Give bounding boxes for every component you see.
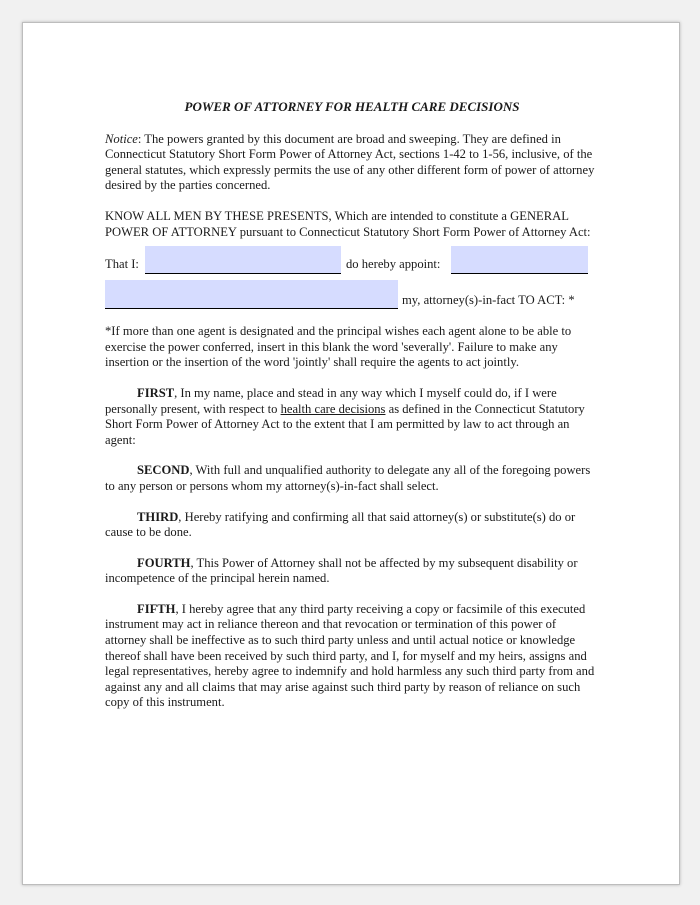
notice-label: Notice	[105, 131, 138, 146]
fifth-text: , I hereby agree that any third party receiving a copy or facsimile of this executed instrument may act in reliance thereon and that revocation or termination of this power of attorney shall be ineffective as to such third party unless and until actual notice or knowledge thereof shall have been received by such third party, and I, for myself and my heirs, assigns and legal representatives, hereby agree to indemnify and hold harmless any such third party from and against any and all claims that may arise against such third party by reason of reliance on such copy of this instrument.	[105, 601, 595, 710]
second-heading: SECOND	[137, 463, 190, 478]
fourth-heading: FOURTH	[137, 555, 191, 570]
fifth-paragraph	[105, 602, 599, 711]
appointment-row-1	[105, 246, 599, 280]
first-text-a: , In my name, place and stead in any way which I myself could do, if I were personally present, with respect to	[105, 385, 557, 416]
second-text: , With full and unqualified authority to delegate any all of the foregoing powers to any person or persons whom my attorney(s)-in-fact shall select.	[105, 463, 591, 493]
notice-text: : The powers granted by this document are broad and sweeping. They are defined in Connecticut Statutory Short Form Power of Attorney Act, sections 1-42 to 1-56, inclusive, of the general statutes, which expressly permits the use of any other different form of power of attorney desired by the parties concerned.	[105, 131, 595, 193]
second-paragraph	[105, 463, 599, 494]
fifth-heading: FIFTH	[137, 601, 176, 616]
appoint-label: do hereby appoint:	[346, 257, 441, 272]
principal-name-field[interactable]	[145, 246, 341, 274]
document-title: POWER OF ATTORNEY FOR HEALTH CARE DECISIONS	[184, 99, 520, 114]
first-text-b: as defined in the Connecticut Statutory Short Form Power of Attorney Act to the extent that I am permitted by law to act through an agent:	[105, 401, 585, 447]
third-paragraph	[105, 510, 599, 541]
document-body	[105, 99, 599, 726]
first-heading: FIRST	[137, 385, 175, 400]
first-paragraph	[105, 386, 599, 448]
agent-name-field-2[interactable]	[105, 280, 398, 309]
third-text: , Hereby ratifying and confirming all that said attorney(s) or substitute(s) do or cause to be done.	[105, 509, 576, 540]
footnote-paragraph: *If more than one agent is designated and the principal wishes each agent alone to be able to exercise the power conferred, insert in this blank the word 'severally'. Failure to make any insertion or the insertion of the word 'jointly' shall require the agents to act jointly.	[105, 324, 572, 370]
fourth-paragraph	[105, 556, 599, 587]
know-all-paragraph: KNOW ALL MEN BY THESE PRESENTS, Which are intended to constitute a GENERAL POWER OF ATTORNEY pursuant to Connecticut Statutory Short Form Power of Attorney Act:	[105, 208, 591, 239]
that-i-label: That I:	[105, 257, 139, 272]
agent-name-field-1[interactable]	[451, 246, 588, 274]
attorney-label: my, attorney(s)-in-fact TO ACT: *	[402, 293, 575, 308]
third-heading: THIRD	[137, 509, 179, 524]
appointment-row-2	[105, 280, 599, 324]
health-care-decisions-term: health care decisions	[280, 401, 386, 416]
fourth-text: , This Power of Attorney shall not be affected by my subsequent disability or incompetence of the principal herein named.	[105, 555, 578, 586]
document-page	[22, 22, 680, 885]
notice-paragraph	[105, 132, 599, 194]
